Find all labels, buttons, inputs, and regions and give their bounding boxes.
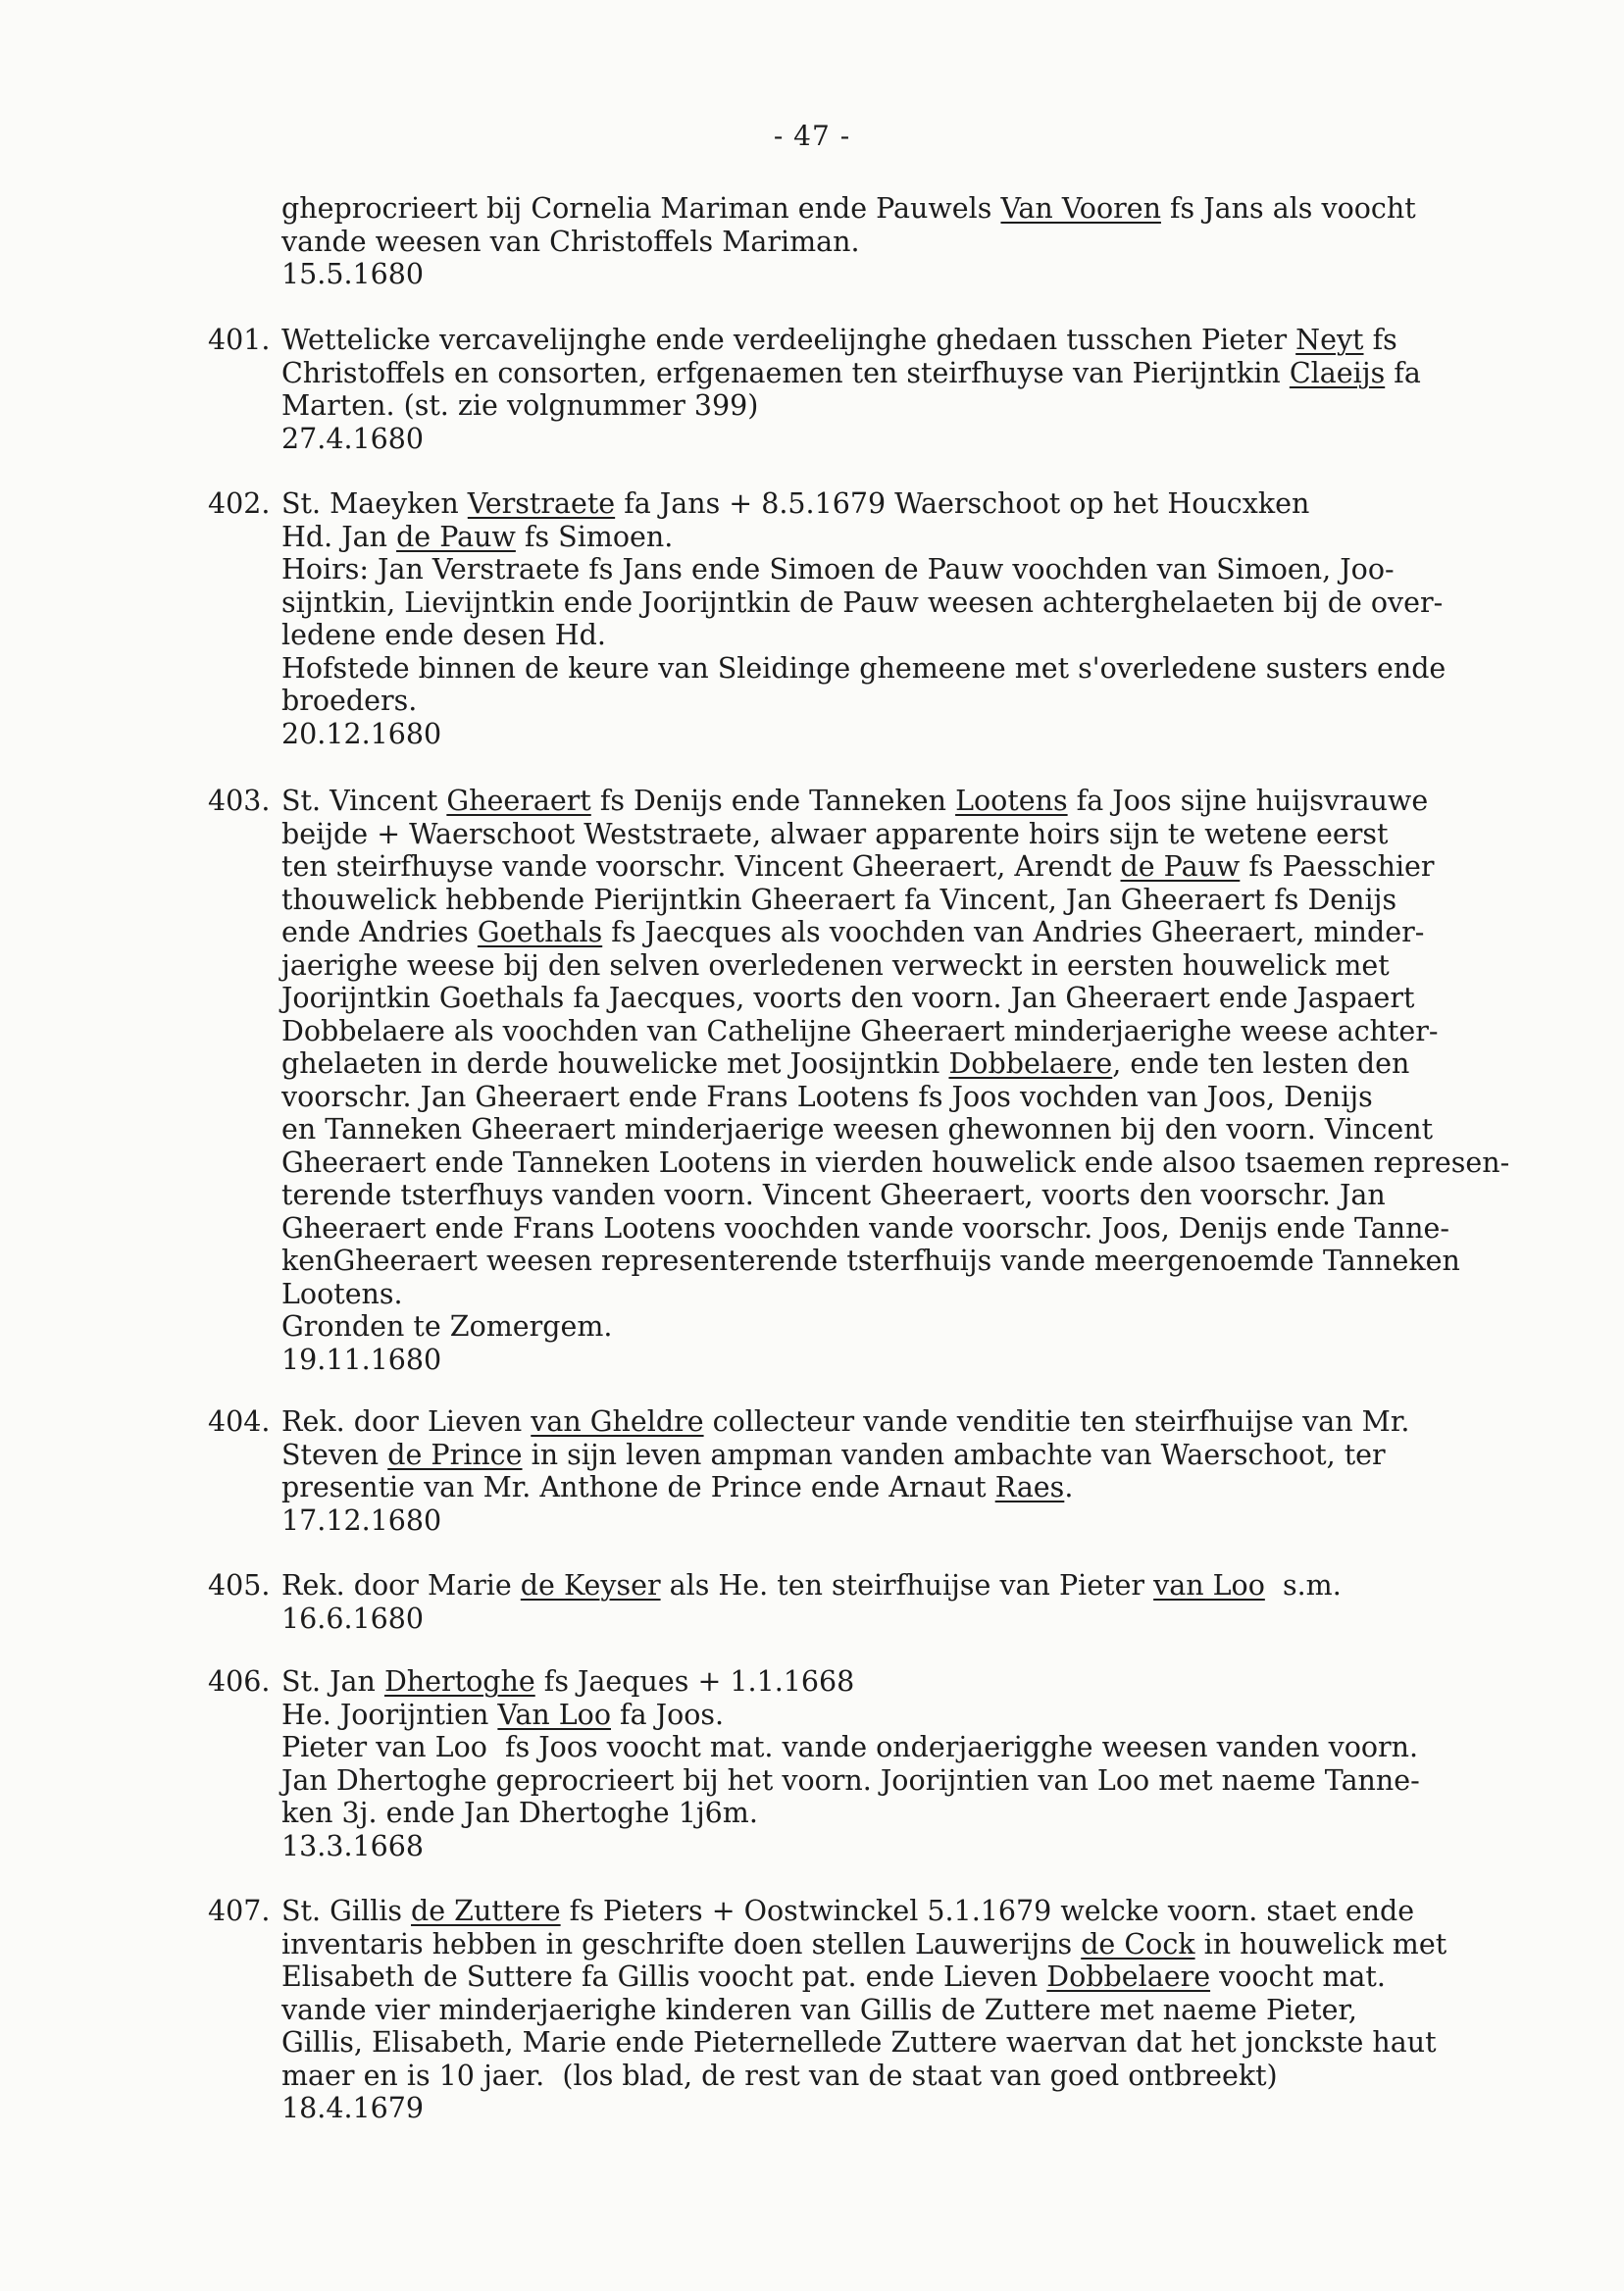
entry-line: ende Andries Goethals fs Jaecques als voochden van Andries Gheeraert, minder- [281, 916, 1425, 948]
entry-line: St. Gillis de Zuttere fs Pieters + Oostwinckel 5.1.1679 welcke voorn. staet ende [281, 1895, 1415, 1927]
entry-number: 403. [208, 785, 271, 817]
entry-line: Steven de Prince in sijn leven ampman vanden ambachte van Waerschoot, ter [281, 1438, 1386, 1471]
entry-line: Rek. door Lieven van Gheldre collecteur vande venditie ten steirfhuijse van Mr. [281, 1405, 1410, 1438]
entry-line: Gillis, Elisabeth, Marie ende Pieternellede Zuttere waervan dat het jonckste haut [281, 2026, 1437, 2059]
underlined-name: Claeijs [1289, 356, 1386, 389]
entry-line: Elisabeth de Suttere fa Gillis voocht pat. ende Lieven Dobbelaere voocht mat. [281, 1960, 1386, 1993]
underlined-name: Van Vooren [1000, 192, 1161, 225]
entry-407 [208, 1895, 1446, 2125]
entry-401 [208, 324, 1421, 455]
entry-line: en Tanneken Gheeraert minderjaerige weesen ghewonnen bij den voorn. Vincent [281, 1113, 1434, 1146]
entry-date: 17.12.1680 [281, 1503, 442, 1537]
entry-line: presentie van Mr. Anthone de Prince ende Arnaut Raes. [281, 1471, 1074, 1503]
entry-line: terende tsterfhuys vanden voorn. Vincent Gheeraert, voorts den voorschr. Jan [281, 1179, 1386, 1211]
entry-line: Hofstede binnen de keure van Sleidinge ghemeene met s'overledene susters ende [281, 651, 1446, 685]
entry-line: ten steirfhuyse vande voorschr. Vincent Gheeraert, Arendt de Pauw fs Paesschier [281, 850, 1435, 883]
entry-403 [208, 785, 1509, 1376]
entry-405 [208, 1569, 1342, 1635]
entry-line: Hd. Jan de Pauw fs Simoen. [281, 520, 674, 553]
continuation-date: 15.5.1680 [281, 258, 425, 290]
entry-line: inventaris hebben in geschrifte doen stellen Lauwerijns de Cock in houwelick met [281, 1927, 1447, 1960]
underlined-name: Dhertoghe [383, 1665, 535, 1698]
underlined-name: van Gheldre [531, 1405, 704, 1438]
continuation-line: vande weesen van Christoffels Mariman. [281, 225, 860, 258]
entry-date: 18.4.1679 [281, 2092, 425, 2124]
underlined-name: Neyt [1295, 324, 1364, 356]
underlined-name: Goethals [477, 916, 603, 948]
entry-line: Gheeraert ende Frans Lootens voochden vande voorschr. Joos, Denijs ende Tanne- [281, 1211, 1449, 1245]
underlined-name: Van Loo [497, 1698, 611, 1731]
entry-line: voorschr. Jan Gheeraert ende Frans Lootens fs Joos vochden van Joos, Denijs [281, 1080, 1373, 1113]
entry-line: Pieter van Loo fs Joos voocht mat. vande onderjaerigghe weesen vanden voorn. [281, 1731, 1419, 1763]
entry-line: St. Maeyken Verstraete fa Jans + 8.5.1679 Waerschoot op het Houcxken [281, 487, 1310, 520]
entry-line: He. Joorijntien Van Loo fa Joos. [281, 1698, 725, 1731]
entry-number: 405. [208, 1569, 271, 1602]
entry-402 [208, 487, 1446, 750]
entry-line: kenGheeraert weesen representerende tsterfhuijs vande meergenoemde Tanneken [281, 1245, 1460, 1277]
underlined-name: van Loo [1153, 1569, 1265, 1602]
underlined-name: de Pauw [1120, 850, 1241, 883]
entry-date: 13.3.1668 [281, 1829, 425, 1862]
underlined-name: de Pauw [396, 520, 516, 553]
entry-line: Rek. door Marie de Keyser als He. ten steirfhuijse van Pieter van Loo s.m. [281, 1569, 1342, 1602]
entry-line: sijntkin, Lievijntkin ende Joorijntkin de Pauw weesen achterghelaeten bij de over- [281, 585, 1444, 619]
entry-line: Hoirs: Jan Verstraete fs Jans ende Simoen de Pauw voochden van Simoen, Joo- [281, 553, 1395, 585]
entry-line: ghelaeten in derde houwelicke met Joosijntkin Dobbelaere, ende ten lesten den [281, 1047, 1410, 1080]
entry-number: 406. [208, 1665, 271, 1698]
entry-line: Gronden te Zomergem. [281, 1310, 613, 1343]
underlined-name: de Cock [1081, 1927, 1195, 1960]
entry-line: broeders. [281, 685, 418, 717]
entry-line: St. Jan Dhertoghe fs Jaeques + 1.1.1668 [281, 1665, 855, 1698]
entry-line: vande vier minderjaerighe kinderen van Gillis de Zuttere met naeme Pieter, [281, 1993, 1357, 2026]
entry-406 [208, 1665, 1420, 1862]
entry-date: 16.6.1680 [281, 1602, 425, 1635]
entry-line: Joorijntkin Goethals fa Jaecques, voorts den voorn. Jan Gheeraert ende Jaspaert [281, 982, 1415, 1014]
underlined-name: Verstraete [467, 487, 616, 520]
entry-number: 402. [208, 487, 271, 520]
underlined-name: Lootens [955, 785, 1068, 817]
entry-line: St. Vincent Gheeraert fs Denijs ende Tanneken Lootens fa Joos sijne huijsvrauwe [281, 785, 1429, 817]
entry-line: beijde + Waerschoot Weststraete, alwaer apparente hoirs sijn te wetene eerst [281, 817, 1389, 850]
entry-line: ledene ende desen Hd. [281, 619, 606, 651]
entry-line: Gheeraert ende Tanneken Lootens in vierden houwelick ende alsoo tsaemen represen- [281, 1146, 1510, 1179]
entry-404 [208, 1405, 1409, 1537]
underlined-name: Dobbelaere [948, 1047, 1113, 1080]
entry-line: Dobbelaere als voochden van Cathelijne Gheeraert minderjaerighe weese achter- [281, 1014, 1439, 1047]
entry-line: thouwelick hebbende Pierijntkin Gheeraert fa Vincent, Jan Gheeraert fs Denijs [281, 883, 1397, 916]
entry-number: 401. [208, 324, 271, 356]
entry-date: 20.12.1680 [281, 717, 442, 750]
underlined-name: de Prince [387, 1438, 523, 1471]
entry-line: jaerighe weese bij den selven overledenen verweckt in eersten houwelick met [281, 948, 1390, 982]
entry-line: Jan Dhertoghe geprocrieert bij het voorn. Joorijntien van Loo met naeme Tanne- [281, 1763, 1420, 1797]
entry-line: Christoffels en consorten, erfgenaemen ten steirfhuyse van Pierijntkin Claeijs fa [281, 356, 1421, 389]
underlined-name: de Keyser [520, 1569, 661, 1602]
entry-line: ken 3j. ende Jan Dhertoghe 1j6m. [281, 1797, 758, 1829]
page-number: - 47 - [773, 120, 851, 152]
entry-line: maer en is 10 jaer. (los blad, de rest van de staat van goed ontbreekt) [281, 2059, 1278, 2092]
entry-number: 407. [208, 1895, 271, 1927]
entry-number: 404. [208, 1405, 271, 1438]
entry-date: 19.11.1680 [281, 1343, 442, 1376]
underlined-name: Dobbelaere [1046, 1960, 1211, 1993]
entry-line: Lootens. [281, 1277, 403, 1310]
entry-line: Marten. (st. zie volgnummer 399) [281, 389, 759, 422]
underlined-name: de Zuttere [411, 1895, 561, 1927]
entry-date: 27.4.1680 [281, 422, 425, 455]
entry-line: Wettelicke vercavelijnghe ende verdeelijnghe ghedaen tusschen Pieter Neyt fs [281, 324, 1397, 356]
underlined-name: Gheeraert [446, 785, 591, 817]
underlined-name: Raes [994, 1471, 1065, 1503]
continuation-line: gheprocrieert bij Cornelia Mariman ende Pauwels Van Vooren fs Jans als voocht [281, 192, 1416, 225]
continuation-paragraph [281, 192, 1586, 291]
